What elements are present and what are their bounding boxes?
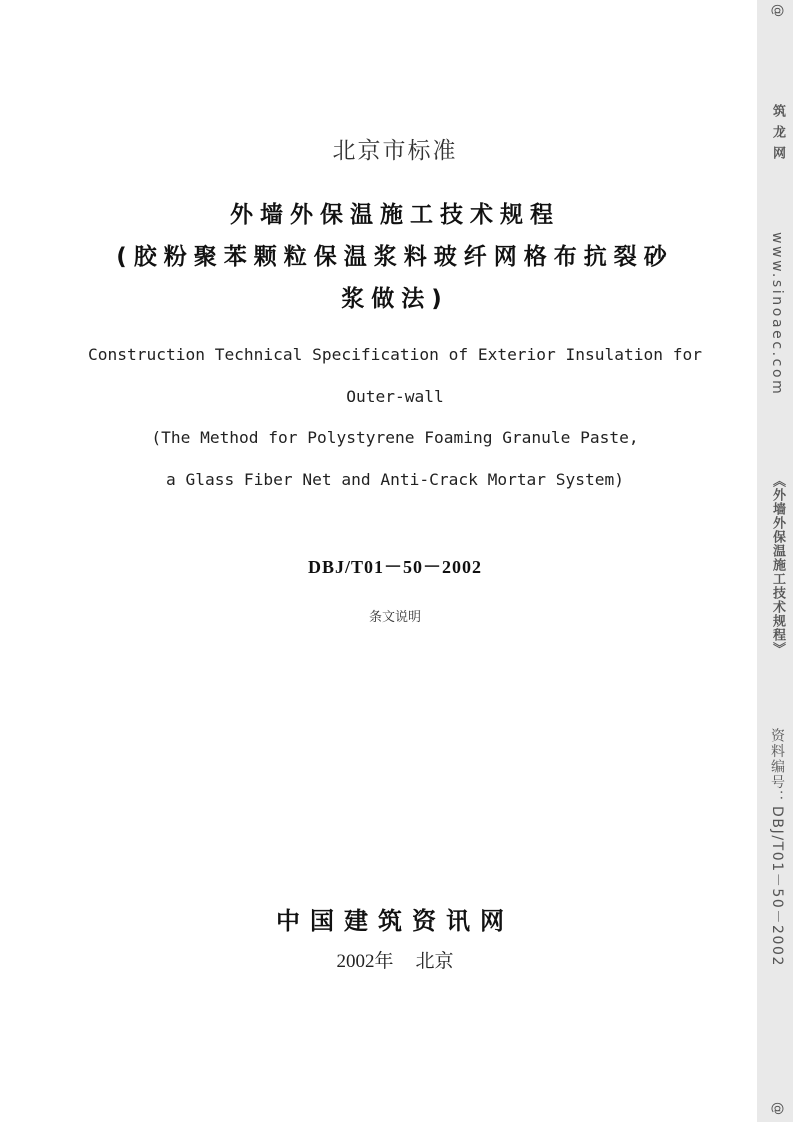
watermark-title: 《外墙外保温施工技术规程》 [770,474,785,656]
title-en-line-1: Construction Technical Specification of Exterior Insulation for [88,345,702,364]
title-en-line-4: a Glass Fiber Net and Anti-Crack Mortar System) [165,470,625,489]
title-en-line-3: (The Method for Polystyrene Foaming Granule Paste, [151,428,639,447]
watermark-url: www.sinoaec.com [769,232,785,397]
title-en-line-2: Outer-wall [346,387,444,406]
watermark-strip [757,0,793,1122]
title-cn-line-1: 外墙外保温施工技术规程 [230,202,560,228]
publication-year: 2002年 [336,951,394,972]
publication-city: 北京 [415,951,454,972]
standard-code: DBJ/T01－50－2002 [307,557,482,577]
watermark-site-name: 筑龙网 [770,104,785,167]
title-cn-line-2: (胶粉聚苯颗粒保温浆料玻纤网格布抗裂砂 [116,244,674,270]
watermark-at-top: @ [770,4,785,17]
watermark-at-bottom: @ [770,1102,785,1115]
standard-type: 北京市标准 [332,138,458,164]
publisher: 中国建筑资讯网 [276,907,514,935]
subtitle: 条文说明 [368,610,421,625]
publication-line [0,946,790,973]
title-cn-line-3: 浆做法) [341,286,449,312]
watermark-code: 资料编号：DBJ/T01－50－2002 [769,728,785,968]
